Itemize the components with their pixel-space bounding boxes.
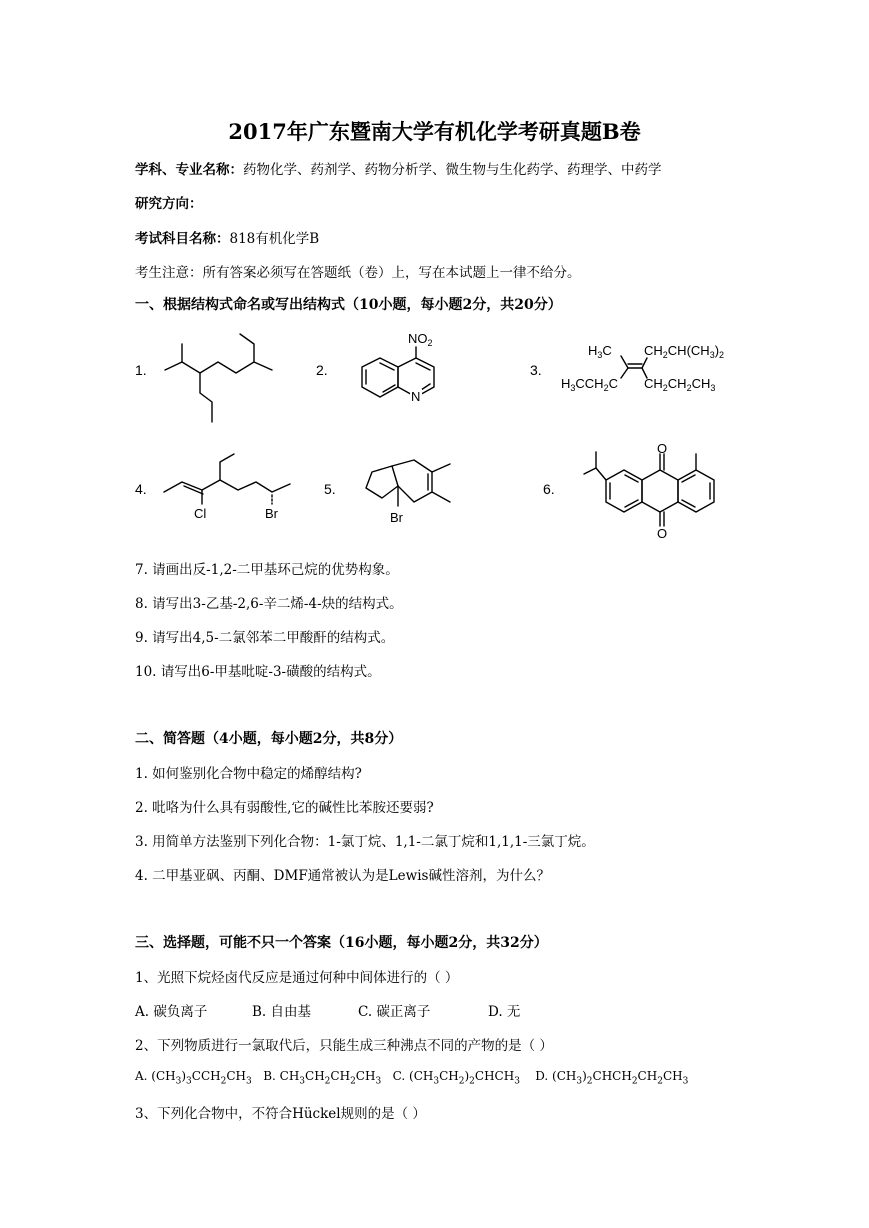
- structure-1-skeletal: [160, 330, 295, 430]
- structure-3-right-top: $CH_2CH(CH_3)_2$: [644, 343, 725, 360]
- section2-heading: 二、简答题（4小题，每小题2分，共8分）: [135, 731, 403, 747]
- struct-number-1: 1.: [135, 362, 147, 378]
- structure-2-no2-label: $NO_2$: [408, 331, 433, 348]
- structure-6-right-ring: [678, 470, 714, 512]
- section3-question-3: 3、下列化合物中，不符合Hückel规则的是（ ）: [135, 1106, 426, 1122]
- major-value: 药物化学、药剂学、药物分析学、微生物与生化药学、药理学、中药学: [243, 162, 662, 178]
- structure-2-double-bond: [383, 385, 395, 392]
- structure-5-methyl: [432, 464, 450, 472]
- q2-option-c: C. $(CH_3CH_2)_2CHCH_3$: [392, 1069, 520, 1087]
- major-label: 学科、专业名称：: [135, 162, 243, 178]
- struct-number-6: 6.: [543, 481, 555, 497]
- section2-question-3: 3. 用简单方法鉴别下列化合物：1-氯丁烷、1,1-二氯丁烷和1,1,1-三氯丁烷。: [135, 834, 595, 850]
- section2-question-1: 1. 如何鉴别化合物中稳定的烯醇结构?: [135, 766, 362, 782]
- structure-3-h3c-top: $H_3C$: [588, 343, 612, 360]
- direction-label: 研究方向：: [135, 196, 203, 212]
- section2-question-4: 4. 二甲基亚砜、丙酮、DMF通常被认为是Lewis碱性溶剂，为什么？: [135, 868, 550, 884]
- q2-option-b: B. $CH_3CH_2CH_2CH_3$: [263, 1069, 382, 1087]
- structure-6-o-bottom-label: O: [657, 526, 668, 541]
- structure-4-br-label: Br: [265, 506, 278, 521]
- section1-question-8: 8. 请写出3-乙基-2,6-辛二烯-4-炔的结构式。: [135, 596, 403, 612]
- structure-5-cyclopentane-ring: [366, 466, 398, 498]
- structure-4-skeletal: [160, 448, 300, 528]
- q1-option-c: C. 碳正离子: [358, 1004, 431, 1020]
- q2-option-a: A. $(CH_3)_3CCH_2CH_3$: [135, 1069, 252, 1087]
- subject-value: 818有机化学B: [229, 231, 320, 247]
- structure-5-br-label: Br: [390, 510, 403, 525]
- structure-5-bicyclic: [362, 460, 462, 530]
- q2-options: [135, 1069, 688, 1086]
- structure-6-o-top-label: O: [657, 441, 668, 456]
- section2-question-2: 2. 吡咯为什么具有弱酸性,它的碱性比苯胺还要弱?: [135, 800, 434, 816]
- struct-number-3: 3.: [530, 362, 542, 378]
- major-line: [135, 158, 662, 178]
- q1-option-b: B. 自由基: [252, 1004, 312, 1020]
- structure-3-right-bottom: $CH_2CH_2CH_3$: [644, 376, 716, 393]
- struct-number-5: 5.: [324, 481, 336, 497]
- struct-number-4: 4.: [135, 481, 147, 497]
- q2-option-d: D. $(CH_3)_2CHCH_2CH_2CH_3$: [535, 1069, 689, 1087]
- subject-label: 考试科目名称：: [135, 231, 230, 247]
- page-title: 2017年广东暨南大学有机化学考研真题B卷: [228, 119, 641, 144]
- q1-option-d: D. 无: [488, 1004, 521, 1020]
- structure-6-isopropyl: [584, 468, 606, 480]
- structure-4-cl-label: Cl: [194, 506, 207, 521]
- section3-heading: 三、选择题，可能不只一个答案（16小题，每小题2分，共32分）: [135, 935, 548, 951]
- notice: 考生注意：所有答案必须写在答题纸（卷）上，写在本试题上一律不给分。: [135, 265, 581, 281]
- structure-3-bond: [642, 358, 647, 368]
- structure-6-middle-ring: [642, 470, 678, 512]
- structure-5-methyl: [432, 492, 450, 502]
- struct-number-2: 2.: [316, 362, 328, 378]
- structure-1-propyl-branch: [200, 373, 212, 422]
- structure-1-main-chain: [165, 362, 272, 373]
- section1-question-7: 7. 请画出反-1,2-二甲基环己烷的优势构象。: [135, 562, 399, 578]
- section3-question-1: 1、光照下烷烃卤代反应是通过何种中间体进行的（ ）: [135, 970, 459, 986]
- structure-3-bond: [621, 368, 628, 378]
- structure-4-ethyl-branch: [220, 454, 234, 480]
- structure-6-left-ring: [606, 470, 642, 512]
- section1-question-10: 10. 请写出6-甲基吡啶-3-磺酸的结构式。: [135, 664, 381, 680]
- structure-2-nitrogen-label: N: [411, 389, 421, 404]
- structure-3-left-bottom: $H_3CCH_2C$: [561, 376, 618, 393]
- structure-1-ethyl-branch: [240, 334, 254, 362]
- structure-2-nitroquinoline: [360, 325, 465, 410]
- section1-heading: 一、根据结构式命名或写出结构式（10小题，每小题2分，共20分）: [135, 297, 562, 313]
- q1-option-a: A. 碳负离子: [135, 1004, 208, 1020]
- subject-line: [135, 227, 319, 247]
- structure-6-anthraquinone: [568, 440, 733, 540]
- section3-question-2: 2、下列物质进行一氯取代后，只能生成三种沸点不同的产物的是（ ）: [135, 1038, 553, 1054]
- structure-3-condensed: [555, 338, 745, 398]
- structure-4-main-chain: [164, 480, 290, 492]
- structure-2-benzene-ring: [362, 358, 398, 397]
- section1-question-9: 9. 请写出4,5-二氯邻苯二甲酸酐的结构式。: [135, 630, 395, 646]
- structure-3-bond: [621, 356, 628, 368]
